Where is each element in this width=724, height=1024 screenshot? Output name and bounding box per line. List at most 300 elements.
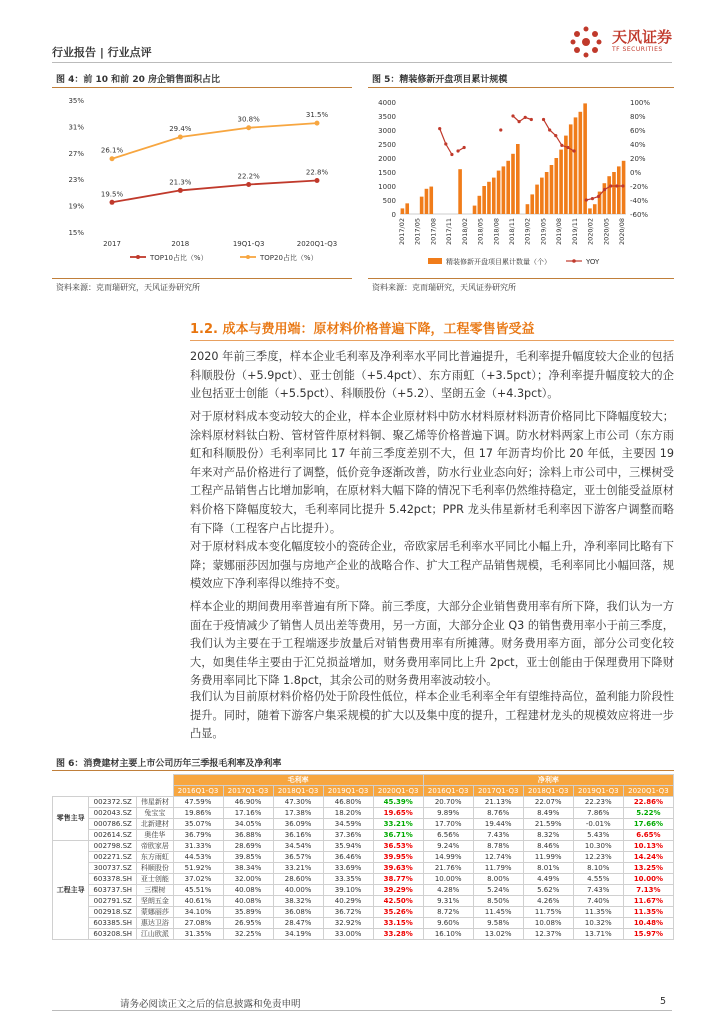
- paragraph-2: 对于原材料成本变动较大的企业，样本企业原材料中防水材料原材料沥青价格同比下降幅度较大；涂料原材料钛白粉、管材管件原材料铜、聚乙烯等价格普遍下调。防水材料两家上市公司（东方雨虹和科顺股份）毛利率同比 17 年前三季度差别不大，但 17 年沥青均价比 20 年低，主要因 19 年来对产品价格进行了调整，低价竞争逐渐改善，防水行业业态向好；涂料上市公司中，三棵树受工程产品销售占比增加影响，在原材料大幅下降的情况下毛利率仍然维持稳定，亚士创能受益原材料价格下降幅度较大，毛利率同比提升 5.42pct；PPR 龙头伟星新材毛利率因下游客户调整而略有下降（工程客户占比提升）。: [190, 410, 674, 535]
- fig5-bottom-line: [368, 278, 674, 279]
- x-tick-label: 2017/11: [445, 218, 454, 246]
- value-cell: 39.63%: [373, 862, 423, 873]
- legend-label: YOY: [586, 258, 600, 266]
- x-tick-label: 2019/02: [523, 218, 532, 246]
- yoy-point: [438, 127, 441, 130]
- yoy-point: [621, 184, 624, 187]
- data-point: [110, 200, 115, 205]
- value-cell: 36.71%: [373, 829, 423, 840]
- left-tick-label: 1500: [378, 169, 396, 177]
- company-name: 奥佳华: [137, 829, 173, 840]
- table-row: [53, 796, 674, 807]
- stock-code: 002614.SZ: [89, 829, 137, 840]
- yoy-point: [524, 116, 527, 119]
- value-cell: 11.75%: [523, 906, 573, 917]
- value-cell: 8.32%: [523, 829, 573, 840]
- value-cell: 34.19%: [273, 928, 323, 939]
- data-point: [246, 125, 251, 130]
- fig4-title: 图 4：前 10 和前 20 房企销售面积占比: [56, 75, 220, 85]
- value-cell: 19.44%: [473, 818, 523, 829]
- value-cell: 7.43%: [473, 829, 523, 840]
- value-cell: 33.28%: [373, 928, 423, 939]
- value-cell: 36.16%: [273, 829, 323, 840]
- right-tick-label: 20%: [630, 155, 646, 163]
- left-tick-label: 500: [382, 197, 396, 205]
- value-cell: 6.56%: [423, 829, 473, 840]
- value-cell: 33.00%: [323, 928, 373, 939]
- value-cell: 8.72%: [423, 906, 473, 917]
- data-label: 31.5%: [305, 111, 329, 120]
- value-cell: 47.59%: [173, 796, 223, 807]
- value-cell: 12.74%: [473, 851, 523, 862]
- bar: [405, 203, 409, 214]
- period-header: 2017Q1-Q3: [473, 786, 523, 797]
- company-name: 蒙娜丽莎: [137, 906, 173, 917]
- left-tick-label: 2000: [378, 155, 396, 163]
- value-cell: 8.46%: [523, 840, 573, 851]
- data-label: 26.1%: [100, 146, 124, 155]
- logo-subtext: TF SECURITIES: [612, 46, 663, 53]
- x-tick-label: 19Q1-Q3: [232, 240, 265, 248]
- yoy-point: [585, 198, 588, 201]
- yoy-point: [597, 195, 600, 198]
- net-margin-header: 净利率: [423, 775, 673, 786]
- company-name: 兔宝宝: [137, 807, 173, 818]
- bar: [429, 187, 433, 214]
- stock-code: 002791.SZ: [89, 895, 137, 906]
- table-row: [53, 840, 674, 851]
- data-label: 22.2%: [237, 172, 260, 181]
- table-row: [53, 851, 674, 862]
- value-cell: 42.50%: [373, 895, 423, 906]
- y-tick-label: 27%: [68, 149, 84, 158]
- value-cell: 7.86%: [573, 807, 623, 818]
- bar: [617, 166, 621, 214]
- data-label: 21.3%: [169, 178, 192, 187]
- value-cell: 28.60%: [273, 873, 323, 884]
- value-cell: 17.38%: [273, 807, 323, 818]
- fig4-source: 资料来源：克而瑞研究，天风证券研究所: [56, 283, 200, 292]
- value-cell: 16.10%: [423, 928, 473, 939]
- bar: [425, 189, 429, 214]
- value-cell: 11.45%: [473, 906, 523, 917]
- bar: [603, 183, 607, 214]
- yoy-point: [609, 184, 612, 187]
- right-tick-label: -40%: [630, 197, 649, 205]
- value-cell: 39.95%: [373, 851, 423, 862]
- stock-code: 002372.SZ: [89, 796, 137, 807]
- period-header: 2016Q1-Q3: [423, 786, 473, 797]
- fig5-title: 图 5：精装修新开盘项目累计规模: [372, 75, 508, 85]
- value-cell: 34.59%: [323, 818, 373, 829]
- value-cell: 7.13%: [623, 884, 673, 895]
- fig4-title-line: [52, 87, 352, 88]
- company-name: 惠达卫浴: [137, 917, 173, 928]
- value-cell: 34.05%: [223, 818, 273, 829]
- value-cell: 10.48%: [623, 917, 673, 928]
- report-header: 行业报告 | 行业点评: [52, 46, 152, 59]
- value-cell: 32.92%: [323, 917, 373, 928]
- fig5-chart: [368, 90, 674, 275]
- stock-code: 002798.SZ: [89, 840, 137, 851]
- value-cell: 31.35%: [173, 928, 223, 939]
- table-corner-2: [53, 786, 174, 797]
- value-cell: 19.86%: [173, 807, 223, 818]
- value-cell: 40.08%: [223, 884, 273, 895]
- value-cell: 21.13%: [473, 796, 523, 807]
- stock-code: 603378.SH: [89, 873, 137, 884]
- paragraph-3: 对于原材料成本变化幅度较小的瓷砖企业，帝欧家居毛利率水平同比小幅上升，净利率同比略有下降；蒙娜丽莎因加强与房地产企业的战略合作、扩大工程产品销售规模，毛利率同比小幅回落，规模效应下净利率得以维持不变。: [190, 540, 674, 591]
- period-header: 2018Q1-Q3: [523, 786, 573, 797]
- yoy-point: [450, 153, 453, 156]
- y-tick-label: 15%: [68, 229, 84, 237]
- paragraph-1: 2020 年前三季度，样本企业毛利率及净利率水平同比普遍提升，毛利率提升幅度较大企业的包括科顺股份（+5.9pct）、亚士创能（+5.4pct）、东方雨虹（+3.5pct）；净利率提升幅度较大的企业包括亚士创能（+5.5pct）、科顺股份（+5.2）、坚朗五金（+4.3pct）。: [190, 350, 674, 401]
- bar: [487, 182, 491, 214]
- value-cell: 47.30%: [273, 796, 323, 807]
- x-tick-label: 2018/08: [492, 218, 501, 246]
- y-tick-label: 35%: [68, 97, 84, 105]
- value-cell: 22.86%: [623, 796, 673, 807]
- value-cell: 37.36%: [323, 829, 373, 840]
- value-cell: -0.01%: [573, 818, 623, 829]
- stock-code: 002043.SZ: [89, 807, 137, 818]
- period-header: 2017Q1-Q3: [223, 786, 273, 797]
- x-tick-label: 2018/11: [508, 218, 516, 246]
- fig4-chart: [52, 90, 352, 270]
- data-point: [246, 182, 251, 187]
- value-cell: 8.01%: [523, 862, 573, 873]
- table-row: [53, 884, 674, 895]
- value-cell: 5.62%: [523, 884, 573, 895]
- value-cell: 5.24%: [473, 884, 523, 895]
- value-cell: 36.09%: [273, 818, 323, 829]
- value-cell: 22.23%: [573, 796, 623, 807]
- bar: [574, 117, 578, 214]
- value-cell: 9.58%: [473, 917, 523, 928]
- bar: [506, 161, 510, 214]
- value-cell: 36.79%: [173, 829, 223, 840]
- bar: [530, 194, 534, 214]
- value-cell: 36.88%: [223, 829, 273, 840]
- x-tick-label: 2017/08: [429, 218, 438, 246]
- value-cell: 4.28%: [423, 884, 473, 895]
- yoy-point: [560, 144, 563, 147]
- company-name: 伟星新材: [137, 796, 173, 807]
- x-tick-label: 2018/02: [460, 218, 469, 246]
- section-title: 1.2. 成本与费用端：原材料价格普遍下降，工程零售皆受益: [190, 322, 535, 337]
- right-tick-label: -20%: [630, 183, 649, 191]
- value-cell: 10.32%: [573, 917, 623, 928]
- yoy-point: [511, 114, 514, 117]
- value-cell: 27.08%: [173, 917, 223, 928]
- right-tick-label: 80%: [630, 113, 646, 121]
- value-cell: 38.32%: [273, 895, 323, 906]
- yoy-point: [603, 188, 606, 191]
- period-header: 2016Q1-Q3: [173, 786, 223, 797]
- value-cell: 4.26%: [523, 895, 573, 906]
- value-cell: 34.54%: [273, 840, 323, 851]
- table-corner: [53, 775, 174, 786]
- value-cell: 17.70%: [423, 818, 473, 829]
- table-row: [53, 862, 674, 873]
- bar: [511, 154, 515, 214]
- x-tick-label: 2017: [103, 240, 121, 248]
- data-label: 29.4%: [169, 124, 192, 133]
- bar: [401, 208, 405, 214]
- value-cell: 51.92%: [173, 862, 223, 873]
- stock-code: 002271.SZ: [89, 851, 137, 862]
- y-tick-label: 19%: [68, 202, 84, 211]
- x-tick-label: 2019/08: [555, 218, 564, 246]
- y-tick-label: 31%: [68, 123, 84, 132]
- bar: [593, 204, 597, 214]
- bar: [612, 172, 616, 214]
- series-line: [112, 123, 317, 159]
- value-cell: 35.26%: [373, 906, 423, 917]
- fig5-title-line: [368, 87, 674, 88]
- margin-table: [52, 774, 674, 940]
- bar: [478, 196, 482, 214]
- value-cell: 21.76%: [423, 862, 473, 873]
- value-cell: 32.25%: [223, 928, 273, 939]
- value-cell: 39.29%: [373, 884, 423, 895]
- value-cell: 39.85%: [223, 851, 273, 862]
- yoy-point: [456, 149, 459, 152]
- value-cell: 21.59%: [523, 818, 573, 829]
- value-cell: 14.99%: [423, 851, 473, 862]
- bar: [502, 166, 506, 214]
- value-cell: 17.66%: [623, 818, 673, 829]
- data-point: [178, 188, 183, 193]
- period-header: 2019Q1-Q3: [573, 786, 623, 797]
- x-tick-label: 2020Q1-Q3: [296, 240, 338, 248]
- bar: [545, 172, 549, 214]
- value-cell: 36.08%: [273, 906, 323, 917]
- bar: [550, 165, 554, 214]
- value-cell: 35.94%: [323, 840, 373, 851]
- value-cell: 8.78%: [473, 840, 523, 851]
- x-tick-label: 2020/08: [618, 218, 626, 246]
- fig6-title-line: [52, 770, 674, 771]
- data-point: [110, 156, 115, 161]
- period-header: 2020Q1-Q3: [373, 786, 423, 797]
- company-name: 科顺股份: [137, 862, 173, 873]
- legend-swatch: [428, 258, 442, 264]
- value-cell: 17.16%: [223, 807, 273, 818]
- value-cell: 45.51%: [173, 884, 223, 895]
- data-label: 19.5%: [100, 190, 124, 199]
- value-cell: 35.07%: [173, 818, 223, 829]
- x-tick-label: 2019/11: [570, 218, 579, 246]
- right-tick-label: 0%: [630, 169, 642, 177]
- yoy-point: [499, 128, 502, 131]
- x-tick-label: 2020/02: [586, 218, 595, 246]
- table-row: [53, 928, 674, 939]
- value-cell: 40.61%: [173, 895, 223, 906]
- value-cell: 46.80%: [323, 796, 373, 807]
- data-point: [178, 134, 183, 139]
- right-tick-label: 100%: [630, 99, 651, 107]
- value-cell: 10.30%: [573, 840, 623, 851]
- bar: [497, 171, 501, 214]
- x-tick-label: 2017/05: [413, 218, 422, 246]
- table-row: [53, 818, 674, 829]
- value-cell: 9.89%: [423, 807, 473, 818]
- stock-code: 300737.SZ: [89, 862, 137, 873]
- value-cell: 46.90%: [223, 796, 273, 807]
- yoy-point: [548, 128, 551, 131]
- left-tick-label: 4000: [378, 99, 396, 107]
- right-tick-label: 40%: [630, 141, 646, 149]
- value-cell: 28.47%: [273, 917, 323, 928]
- legend-marker: [246, 255, 250, 259]
- value-cell: 11.79%: [473, 862, 523, 873]
- value-cell: 40.00%: [273, 884, 323, 895]
- page-number: 5: [660, 996, 667, 1007]
- x-tick-label: 2018/05: [476, 218, 485, 246]
- yoy-point: [615, 184, 618, 187]
- yoy-point: [463, 146, 466, 149]
- logo-text: 天风证券: [612, 28, 673, 46]
- value-cell: 13.02%: [473, 928, 523, 939]
- yoy-point: [566, 146, 569, 149]
- header-divider: [52, 62, 672, 63]
- table-row: [53, 906, 674, 917]
- value-cell: 7.43%: [573, 884, 623, 895]
- value-cell: 8.00%: [473, 873, 523, 884]
- bar: [458, 169, 462, 214]
- right-tick-label: -60%: [630, 211, 649, 219]
- fig5-source: 资料来源：克而瑞研究，天风证券研究所: [372, 283, 516, 292]
- company-name: 江山欧派: [137, 928, 173, 939]
- legend-label: TOP20占比（%）: [260, 254, 318, 262]
- value-cell: 12.23%: [573, 851, 623, 862]
- value-cell: 11.99%: [523, 851, 573, 862]
- value-cell: 28.69%: [223, 840, 273, 851]
- value-cell: 11.67%: [623, 895, 673, 906]
- x-tick-label: 2018: [171, 240, 190, 248]
- value-cell: 8.10%: [573, 862, 623, 873]
- value-cell: 36.53%: [373, 840, 423, 851]
- value-cell: 10.13%: [623, 840, 673, 851]
- section-divider: [190, 340, 674, 341]
- x-tick-label: 2020/05: [602, 217, 611, 246]
- value-cell: 11.35%: [623, 906, 673, 917]
- bar: [420, 197, 424, 214]
- value-cell: 35.89%: [223, 906, 273, 917]
- stock-code: 603737.SH: [89, 884, 137, 895]
- legend-label: 精装修新开盘项目累计数量（个）: [446, 258, 551, 266]
- value-cell: 44.53%: [173, 851, 223, 862]
- yoy-point: [554, 134, 557, 137]
- value-cell: 4.49%: [523, 873, 573, 884]
- value-cell: 34.10%: [173, 906, 223, 917]
- value-cell: 45.39%: [373, 796, 423, 807]
- table-row: [53, 895, 674, 906]
- value-cell: 26.95%: [223, 917, 273, 928]
- data-point: [315, 178, 320, 183]
- value-cell: 18.20%: [323, 807, 373, 818]
- bar: [588, 208, 592, 214]
- value-cell: 40.08%: [223, 895, 273, 906]
- yoy-point: [518, 120, 521, 123]
- value-cell: 36.46%: [323, 851, 373, 862]
- value-cell: 13.71%: [573, 928, 623, 939]
- paragraph-5: 我们认为目前原材料价格仍处于阶段性低位，样本企业毛利率全年有望维持高位，盈利能力阶段性提升。同时，随着下游客户集采规模的扩大以及集中度的提升，工程建材龙头的规模效应将进一步凸显。: [190, 690, 674, 741]
- value-cell: 33.21%: [373, 818, 423, 829]
- value-cell: 36.72%: [323, 906, 373, 917]
- table-row: [53, 829, 674, 840]
- value-cell: 8.50%: [473, 895, 523, 906]
- bar: [473, 206, 477, 214]
- company-name: 坚朗五金: [137, 895, 173, 906]
- yoy-point: [591, 197, 594, 200]
- yoy-point: [444, 142, 447, 145]
- value-cell: 11.35%: [573, 906, 623, 917]
- value-cell: 33.69%: [323, 862, 373, 873]
- yoy-point: [530, 118, 533, 121]
- bar: [607, 176, 611, 214]
- bar: [579, 112, 583, 214]
- value-cell: 15.97%: [623, 928, 673, 939]
- value-cell: 6.65%: [623, 829, 673, 840]
- company-name: 亚士创能: [137, 873, 173, 884]
- value-cell: 39.10%: [323, 884, 373, 895]
- period-header: 2020Q1-Q3: [623, 786, 673, 797]
- left-tick-label: 2500: [378, 141, 396, 149]
- paragraph-4: 样本企业的期间费用率普遍有所下降。前三季度，大部分企业销售费用率有所下降，我们认为一方面在于疫情减少了销售人员出差等费用，另一方面，大部分企业 Q3 的销售费用率小于前三季度，我们认为主要在于工程端逐步放量后对销售费用率有所摊薄。财务费用率方面，部分公司变化较大，如奥佳华主要由于汇兑损益增加，财务费用率同比上升 2pct，亚士创能由于保理费用下降财务费用率同比下降 1.8pct，其余公司的财务费用率波动较小。: [190, 600, 674, 688]
- group-label: 零售主导: [53, 796, 89, 840]
- value-cell: 19.65%: [373, 807, 423, 818]
- bar: [540, 178, 544, 214]
- bar: [583, 103, 587, 214]
- footer-disclaimer: 请务必阅读正文之后的信息披露和免责申明: [120, 999, 301, 1010]
- legend-marker: [136, 255, 140, 259]
- value-cell: 22.07%: [523, 796, 573, 807]
- data-label: 22.8%: [305, 168, 329, 177]
- left-tick-label: 3000: [378, 127, 396, 135]
- bar: [535, 185, 539, 214]
- value-cell: 31.33%: [173, 840, 223, 851]
- x-tick-label: 2019/05: [539, 218, 548, 246]
- yoy-line: [440, 129, 452, 155]
- bar: [559, 150, 563, 214]
- bar: [492, 178, 496, 214]
- value-cell: 33.35%: [323, 873, 373, 884]
- value-cell: 33.15%: [373, 917, 423, 928]
- stock-code: 603208.SH: [89, 928, 137, 939]
- table-row: [53, 873, 674, 884]
- series-line: [112, 181, 317, 203]
- table-row: [53, 917, 674, 928]
- value-cell: 5.43%: [573, 829, 623, 840]
- value-cell: 5.22%: [623, 807, 673, 818]
- group-label: 工程主导: [53, 840, 89, 939]
- value-cell: 9.24%: [423, 840, 473, 851]
- left-tick-label: 0: [391, 211, 396, 219]
- value-cell: 38.34%: [223, 862, 273, 873]
- value-cell: 13.25%: [623, 862, 673, 873]
- value-cell: 8.49%: [523, 807, 573, 818]
- company-name: 帝欧家居: [137, 840, 173, 851]
- bar: [516, 144, 520, 214]
- stock-code: 002918.SZ: [89, 906, 137, 917]
- bar: [526, 204, 530, 214]
- value-cell: 9.31%: [423, 895, 473, 906]
- right-tick-label: 60%: [630, 127, 646, 135]
- period-header: 2019Q1-Q3: [323, 786, 373, 797]
- value-cell: 36.57%: [273, 851, 323, 862]
